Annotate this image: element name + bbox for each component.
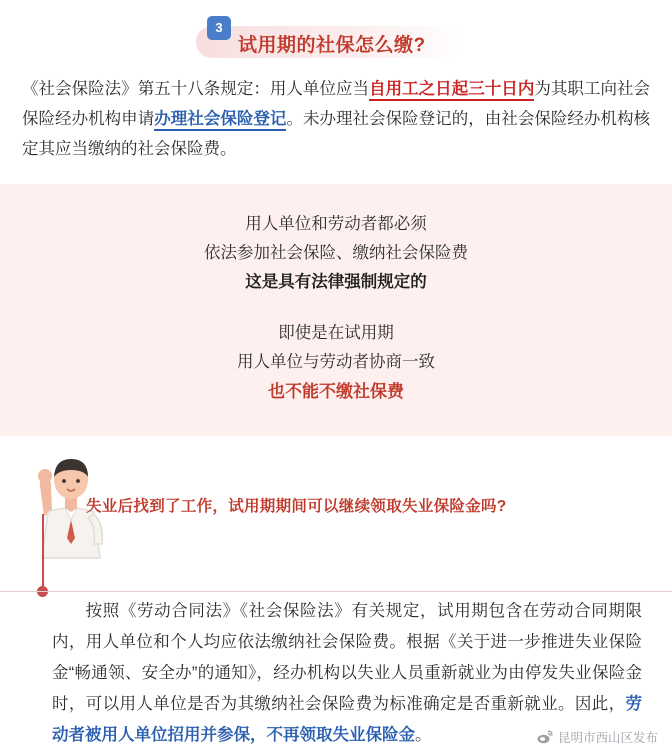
highlight-line-6: 也不能不缴社保费 <box>268 382 404 401</box>
paragraph-highlight-blue: 办理社会保险登记 <box>154 110 286 131</box>
connector-line <box>42 514 44 590</box>
section-title: 试用期的社保怎么缴? <box>238 35 426 56</box>
footer-text: 昆明市西山区发布 <box>557 731 658 745</box>
highlight-spacer <box>0 297 672 319</box>
highlight-panel <box>0 184 672 436</box>
weibo-icon <box>537 730 553 744</box>
footer-watermark <box>537 728 658 746</box>
section-1-header <box>0 14 672 60</box>
paragraph-text-part-1: 《社会保险法》第五十八条规定：用人单位应当 <box>22 80 370 98</box>
paragraph-text-part-3: 。未办理社会保险登记的，由社会保险经办机构核定其应当缴纳的社会保险费。 <box>22 110 651 158</box>
answer-highlight-blue: 劳动者被用人单位招用并参保，不再领取失业保险金 <box>52 695 642 744</box>
section-1-paragraph <box>22 74 650 164</box>
answer-text-part-1: 按照《劳动合同法》《社会保险法》有关规定，试用期包含在劳动合同期限内，用人单位和个人均应依法缴纳社会保险费。根据《关于进一步推进失业保险金“畅通领、安全办”的通知》，经办机构以失业人员重新就业为由停发失业保险金时，可以用人单位是否为其缴纳社会保险费为标准确定是否重新就业。因此， <box>52 602 642 713</box>
answer-text-part-2: 。 <box>415 726 432 744</box>
section-2 <box>0 436 672 586</box>
paragraph-highlight-red: 自用工之日起三十日内 <box>369 80 534 101</box>
highlight-line-1: 用人单位和劳动者都必须 <box>245 215 427 233</box>
paragraph-text-part-2: 为其职工向社会保险经办机构申请 <box>22 80 651 128</box>
section-2-question: 失业后找到了工作，试用期期间可以继续领取失业保险金吗? <box>86 498 507 515</box>
highlight-line-2: 依法参加社会保险、缴纳社会保险费 <box>204 244 468 262</box>
highlight-line-4: 即使是在试用期 <box>278 324 394 342</box>
highlight-line-3: 这是具有法律强制规定的 <box>245 273 427 291</box>
highlight-line-5: 用人单位与劳动者协商一致 <box>237 353 435 371</box>
section-number-badge: 3 <box>207 16 231 40</box>
section-divider <box>0 591 672 592</box>
